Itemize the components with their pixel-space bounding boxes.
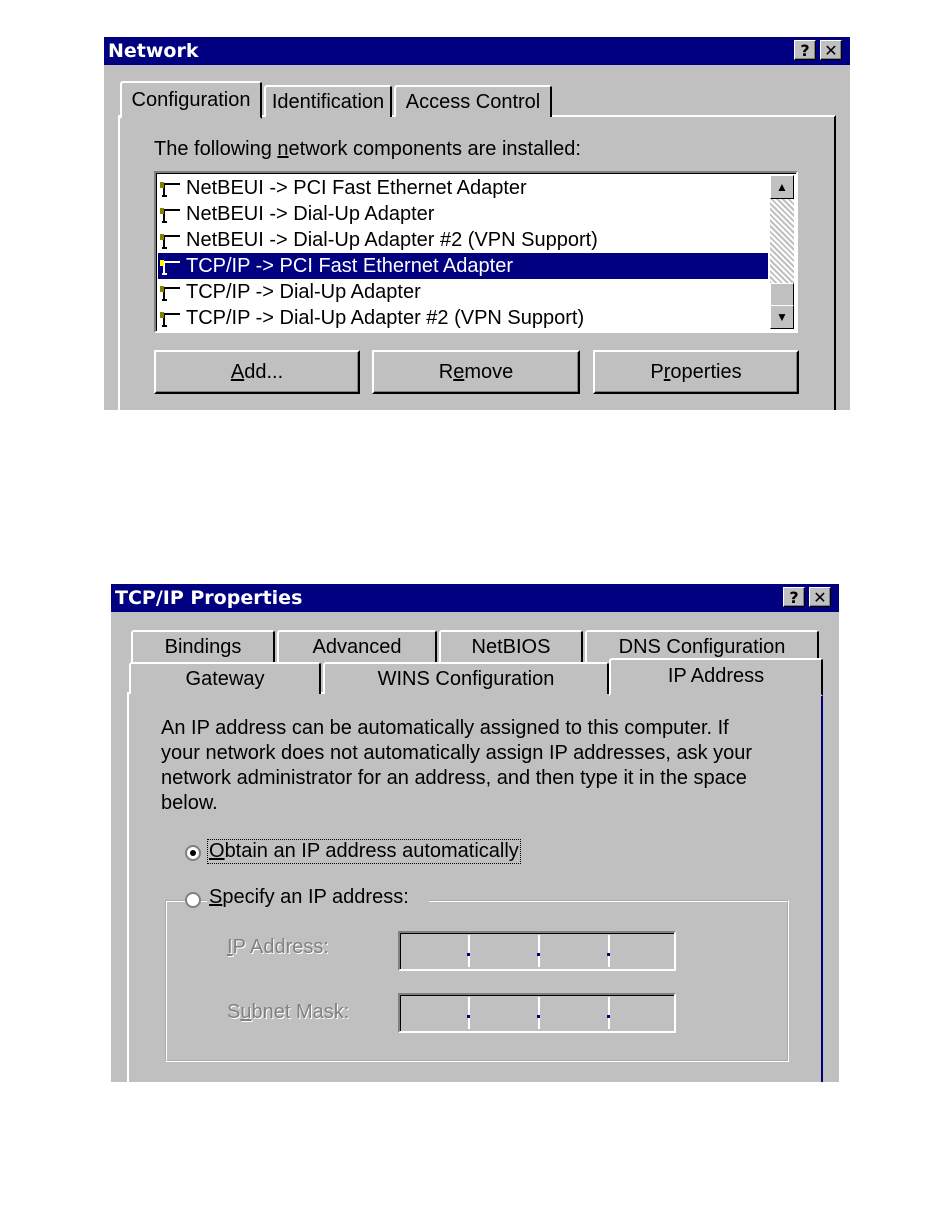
list-item-selected[interactable] <box>158 253 768 279</box>
help-icon[interactable]: ? <box>794 40 816 60</box>
list-item[interactable] <box>158 279 768 305</box>
tcpip-title-bar[interactable] <box>111 584 839 612</box>
properties-button[interactable]: Properties <box>593 350 799 394</box>
component-label: NetBEUI -> PCI Fast Ethernet Adapter <box>186 177 527 199</box>
tab-gateway[interactable]: Gateway <box>129 662 321 694</box>
tab-bindings[interactable]: Bindings <box>131 630 275 662</box>
tab-ip-address[interactable]: IP Address <box>609 658 823 696</box>
subnet-mask-field[interactable] <box>398 993 676 1033</box>
component-label: TCP/IP -> Dial-Up Adapter #2 (VPN Support) <box>186 307 585 329</box>
close-icon[interactable]: ✕ <box>820 40 842 60</box>
tab-identification[interactable]: Identification <box>264 85 392 117</box>
network-dialog <box>104 37 850 410</box>
component-label: NetBEUI -> Dial-Up Adapter #2 (VPN Support) <box>186 229 598 251</box>
list-item[interactable] <box>158 305 768 331</box>
ip-address-field[interactable] <box>398 931 676 971</box>
description-line: An IP address can be automatically assigned to this computer. If <box>161 717 729 739</box>
network-title: Network <box>108 40 199 62</box>
close-icon[interactable]: ✕ <box>809 587 831 607</box>
remove-button[interactable]: Remove <box>372 350 580 394</box>
components-list[interactable] <box>154 171 798 333</box>
description-line: network administrator for an address, and then type it in the space <box>161 767 747 789</box>
network-protocol-icon <box>158 282 184 304</box>
scroll-down-icon[interactable]: ▼ <box>770 305 794 329</box>
installed-components-label: The following network components are installed: <box>154 138 581 160</box>
specify-ip-label[interactable]: Specify an IP address: <box>207 886 429 909</box>
network-protocol-icon <box>158 308 184 330</box>
help-icon[interactable]: ? <box>783 587 805 607</box>
component-label: TCP/IP -> PCI Fast Ethernet Adapter <box>186 255 514 277</box>
network-protocol-icon <box>158 256 184 278</box>
tab-access-control[interactable]: Access Control <box>394 85 552 117</box>
description-line: below. <box>161 792 218 814</box>
component-label: NetBEUI -> Dial-Up Adapter <box>186 203 435 225</box>
network-protocol-icon <box>158 204 184 226</box>
obtain-ip-label[interactable]: Obtain an IP address automatically <box>209 840 519 862</box>
obtain-ip-radio[interactable] <box>185 845 201 861</box>
subnet-mask-label: Subnet Mask: <box>227 1001 350 1023</box>
list-item[interactable] <box>158 201 768 227</box>
ip-address-label: IP Address: <box>227 936 329 958</box>
list-item[interactable] <box>158 227 768 253</box>
scroll-thumb[interactable] <box>770 283 794 307</box>
component-label: TCP/IP -> Dial-Up Adapter <box>186 281 421 303</box>
list-scrollbar[interactable] <box>770 175 794 329</box>
network-protocol-icon <box>158 230 184 252</box>
tab-netbios[interactable]: NetBIOS <box>439 630 583 662</box>
description-line: your network does not automatically assign IP addresses, ask your <box>161 742 753 764</box>
network-protocol-icon <box>158 178 184 200</box>
network-title-bar[interactable] <box>104 37 850 65</box>
tcpip-title: TCP/IP Properties <box>115 587 303 609</box>
list-item[interactable] <box>158 175 768 201</box>
tab-configuration[interactable]: Configuration <box>120 81 262 119</box>
tab-wins-configuration[interactable]: WINS Configuration <box>323 662 609 694</box>
tcpip-properties-dialog <box>111 584 839 1082</box>
add-button[interactable]: Add... <box>154 350 360 394</box>
tab-advanced[interactable]: Advanced <box>277 630 437 662</box>
specify-ip-groupbox <box>165 900 789 1062</box>
scroll-up-icon[interactable]: ▲ <box>770 175 794 199</box>
tab-dns-configuration[interactable]: DNS Configuration <box>585 630 819 662</box>
specify-ip-radio[interactable] <box>185 892 201 908</box>
